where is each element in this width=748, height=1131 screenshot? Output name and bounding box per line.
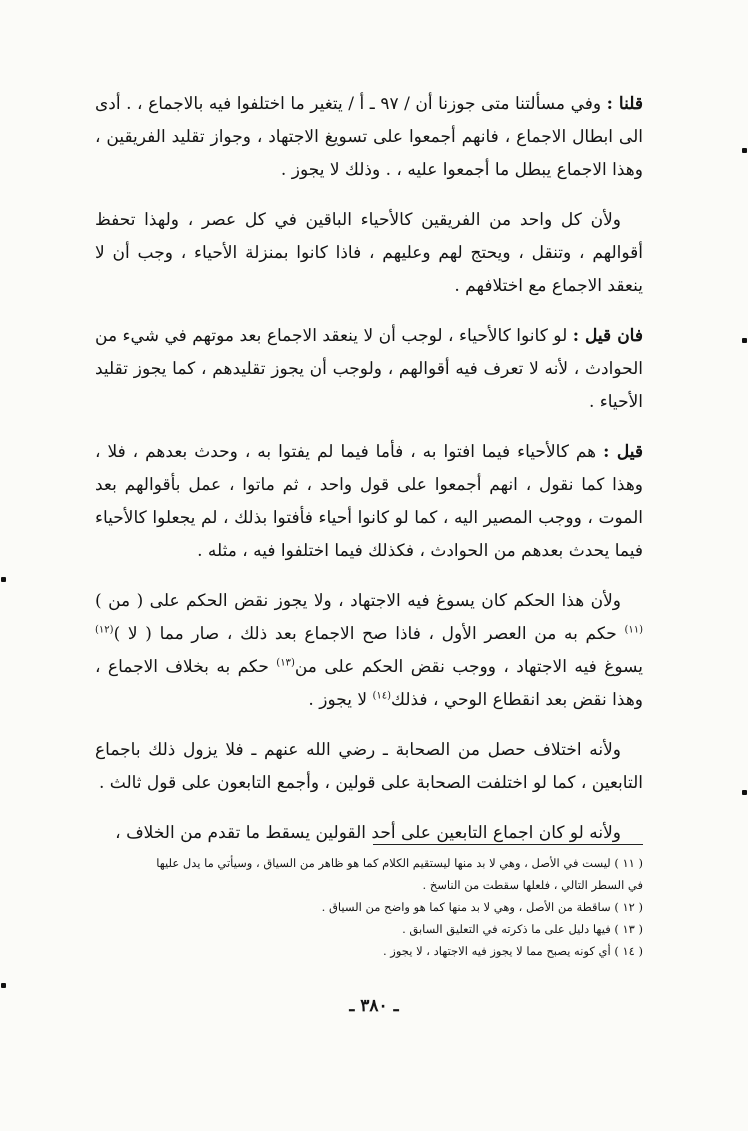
scan-mark [742,790,747,795]
scan-mark [742,148,747,153]
paragraph-4 [95,436,643,568]
paragraph-lead: قيل : [603,442,644,462]
paragraph-text: حكم به من العصر الأول ، فاذا صح الاجماع بعد ذلك ، صار مما ( لا ) [113,624,625,644]
footnote-ref: (١٣) [276,657,295,669]
paragraph-5 [95,585,643,717]
paragraph-lead: فان قيل : [572,326,643,346]
footnote-11-continued: في السطر التالي ، فلعلها سقطت من الناسخ . [422,878,643,892]
paragraph-2 [95,204,643,303]
footnote-divider [373,844,643,845]
paragraph-lead: قلنا : [606,94,643,114]
paragraph-text: هم كالأحياء فيما افتوا به ، فأما فيما لم يفتوا به ، وحدث بعدهم ، فلا ، وهذا كما نقول ، انهم أجمعوا على قول واحد ، ثم ماتوا ، عمل بأقوالهم بعد الموت ، ووجب المصير اليه ، كما لو كانوا أحياء فأفتوا بذلك ، لم يجعلوا كالأحياء فيما يحدث بعدهم من الحوادث ، فكذلك فيما اختلفوا فيه ، مثله . [95,442,643,561]
footnote-13: ( ١٣ ) فيها دليل على ما ذكرته في التعليق السابق . [402,922,643,936]
paragraph-text: لو كانوا كالأحياء ، لوجب أن لا ينعقد الاجماع بعد موتهم في شيء من الحوادث ، لأنه لا تعرف فيه أقوالهم ، ولوجب أن يجوز تقليدهم ، كما يجوز تقليد الأحياء . [95,326,643,412]
footnote-ref: (١٤) [372,690,391,702]
paragraph-1 [95,88,643,187]
footnote-12: ( ١٢ ) ساقطة من الأصل ، وهي لا بد منها كما هو واضح من السياق . [321,900,643,914]
paragraph-text: حكم به بخلاف الاجماع ، وهذا نقض بعد انقطاع الوحي ، فذلك [95,657,643,710]
footnote-11: ( ١١ ) ليست في الأصل ، وهي لا بد منها ليستقيم الكلام كما هو ظاهر من السياق ، وسيأتي ما يدل عليها [156,856,643,870]
footnotes [95,852,643,962]
paragraph-text: ولأن هذا الحكم كان يسوغ فيه الاجتهاد ، ولا يجوز نقض الحكم على ( من ) [95,591,621,611]
scan-mark [1,983,6,988]
scan-mark [1,577,6,582]
scan-mark [742,338,747,343]
paragraph-text: وفي مسألتنا متى جوزنا أن / ٩٧ ـ أ / يتغير ما اختلفوا فيه بالاجماع ، . أدى الى ابطال الاجماع ، فانهم أجمعوا على تسويغ الاجتهاد ، وجواز تقليد الفريقين ، وهذا الاجماع يبطل ما أجمعوا عليه ، . وذلك لا يجوز . [95,94,643,180]
footnote-ref: (١٢) [95,624,114,636]
footnote-ref: (١١) [624,624,643,636]
paragraph-3 [95,320,643,419]
paragraph-text: يسوغ فيه الاجتهاد ، ووجب نقض الحكم على من [294,657,643,677]
paragraph-text: لا يجوز . [308,690,373,710]
page-number: ـ ٣٨٠ ـ [349,996,399,1016]
main-text [95,88,643,867]
paragraph-text: ولأنه لو كان اجماع التابعين على أحد القولين يسقط ما تقدم من الخلاف ، [115,823,621,843]
paragraph-text: ولأنه اختلاف حصل من الصحابة ـ رضي الله عنهم ـ فلا يزول ذلك باجماع التابعين ، كما لو اختلفت الصحابة على قولين ، وأجمع التابعون على قول ثالث . [95,740,643,793]
paragraph-6 [95,734,643,800]
paragraph-7 [95,817,643,850]
footnote-14: ( ١٤ ) أي كونه يصبح مما لا يجوز فيه الاجتهاد ، لا يجوز . [383,944,643,958]
paragraph-text: ولأن كل واحد من الفريقين كالأحياء الباقين في كل عصر ، ولهذا تحفظ أقوالهم ، وتنقل ، ويحتج لهم وعليهم ، فاذا كانوا بمنزلة الأحياء ، وجب أن لا ينعقد الاجماع مع اختلافهم . [95,210,643,296]
